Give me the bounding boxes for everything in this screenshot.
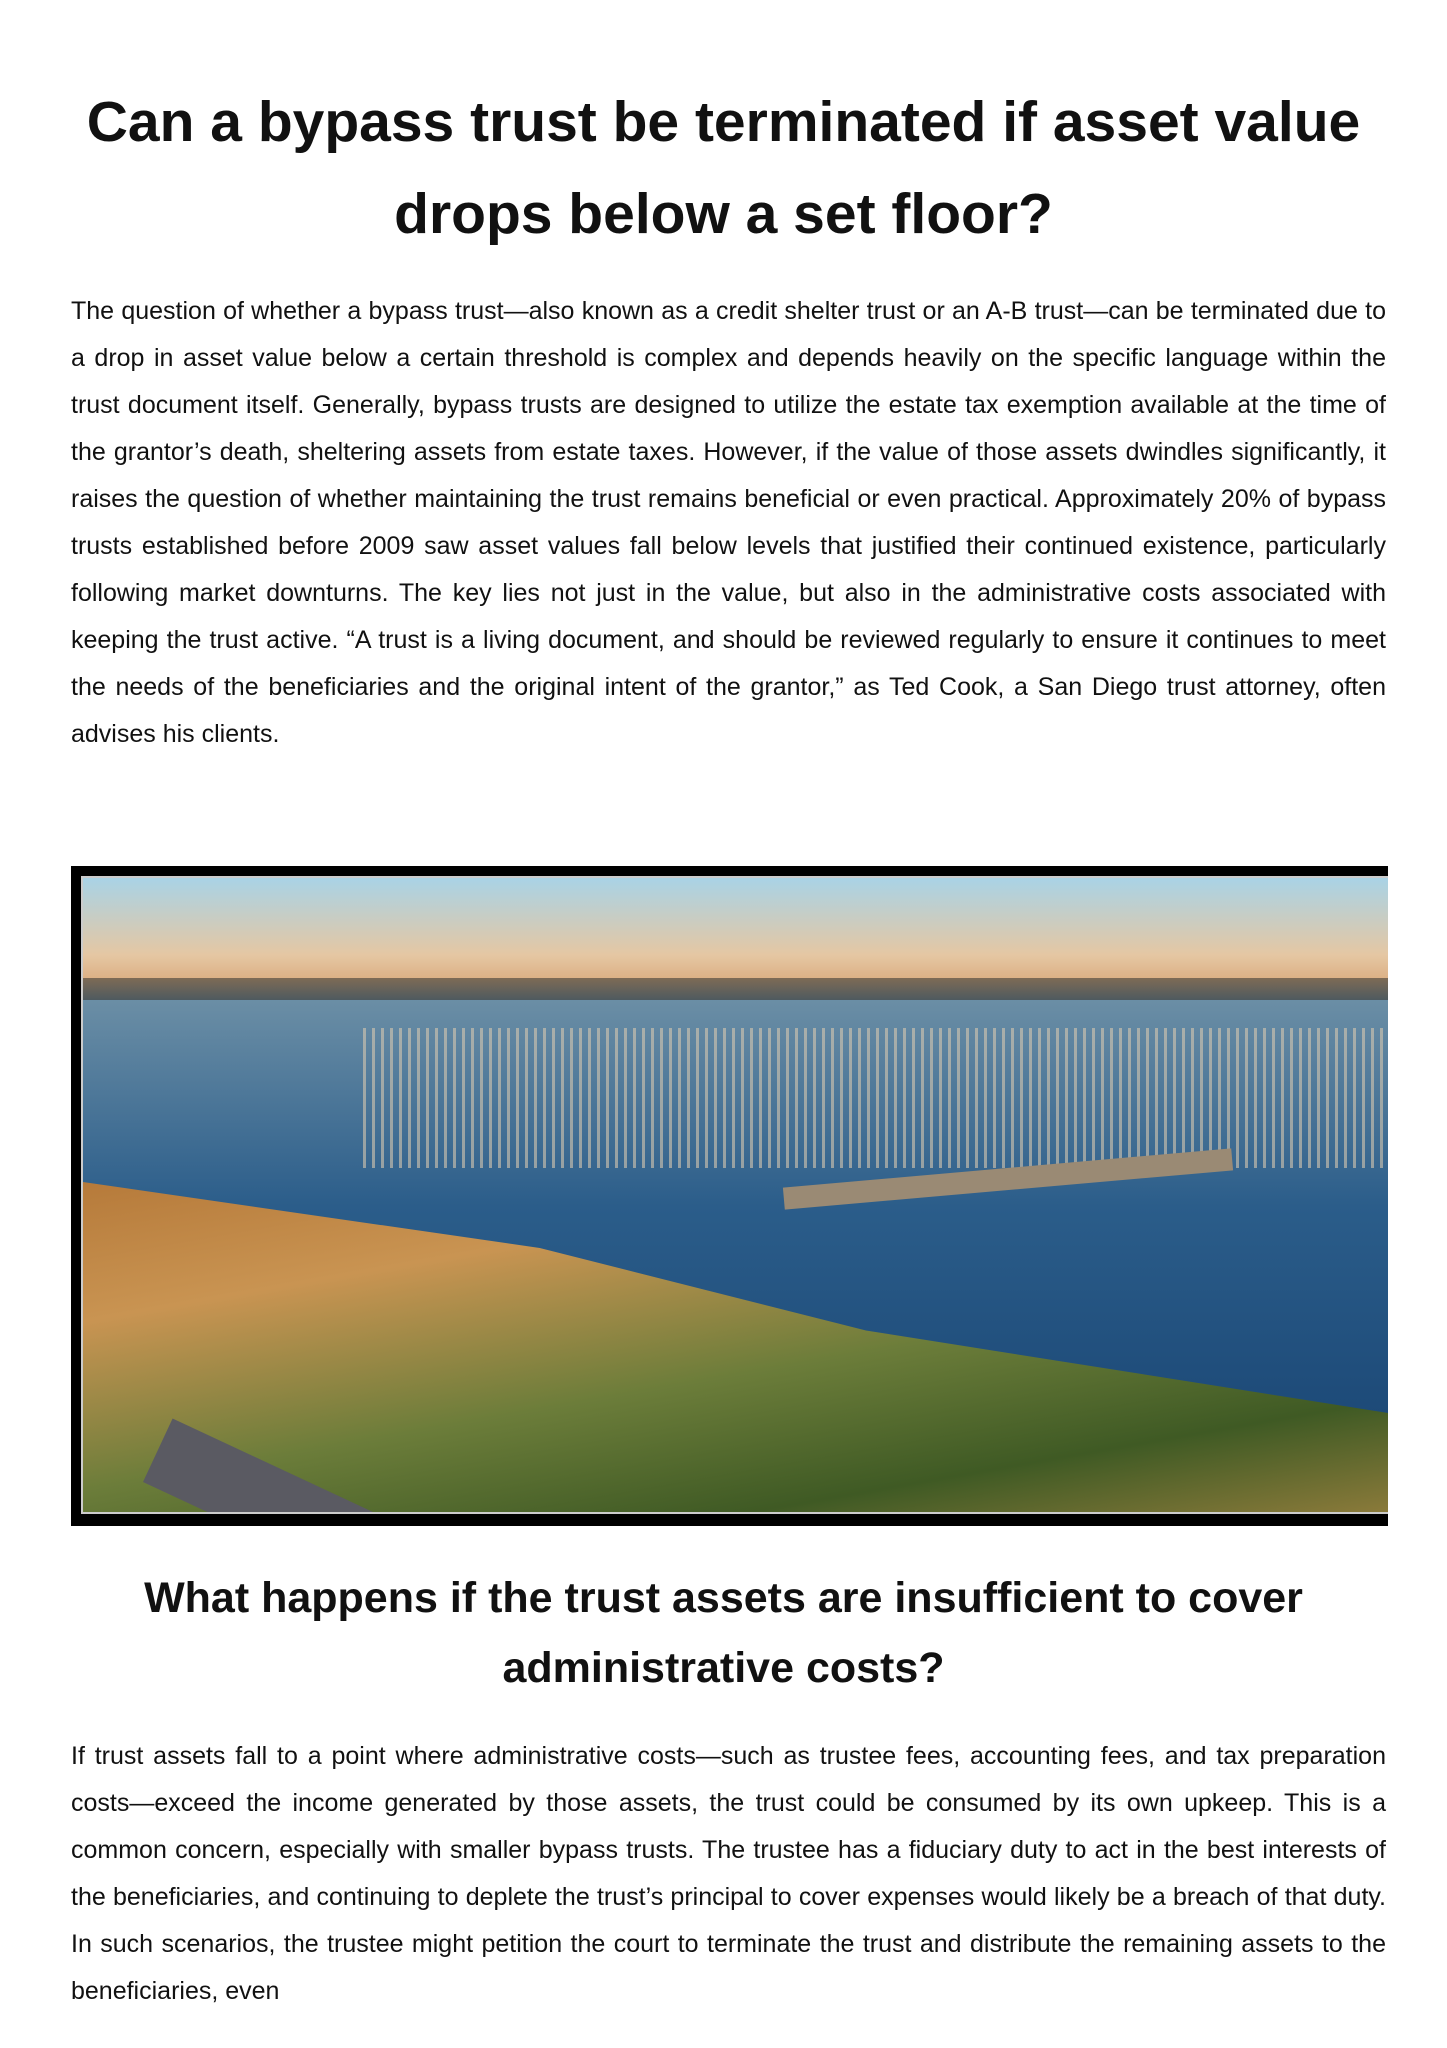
photo-horizon — [83, 978, 1388, 1000]
photo-frame — [81, 876, 1388, 1514]
section-heading: What happens if the trust assets are insufficient to cover administrative costs? — [144, 1574, 1303, 1692]
marina-photo — [71, 866, 1388, 1526]
article-title: Can a bypass trust be terminated if asset value drops below a set floor? — [86, 90, 1361, 246]
section-paragraph: If trust assets fall to a point where administrative costs—such as trustee fees, accounting fees, and tax preparation costs—exceed the income generated by those assets, the trust could be consumed by its own upkeep. This is a common concern, especially with smaller bypass trusts. The trustee has a fiduciary duty to act in the best interests of the beneficiaries, and continuing to deplete the trust’s principal to cover expenses would likely be a breach of that duty. In such scenarios, the trustee might petition the court to terminate the trust and distribute the remaining assets to the beneficiaries, even — [71, 1742, 1386, 2005]
intro-paragraph: The question of whether a bypass trust—also known as a credit shelter trust or an A-B trust—can be terminated due to a drop in asset value below a certain threshold is complex and depends heavily on the specific language within the trust document itself. Generally, bypass trusts are designed to utilize the estate tax exemption available at the time of the grantor’s death, sheltering assets from estate taxes. However, if the value of those assets dwindles significantly, it raises the question of whether maintaining the trust remains beneficial or even practical. Approximately 20% of bypass trusts established before 2009 saw asset values fall below levels that justified their continued existence, particularly following market downturns. The key lies not just in the value, but also in the administrative costs associated with keeping the trust active. “A trust is a living document, and should be reviewed regularly to ensure it continues to meet the needs of the beneficiaries and the original intent of the grantor,” as Ted Cook, a San Diego trust attorney, often advises his clients. — [71, 297, 1386, 748]
photo-marina-masts — [363, 1028, 1388, 1168]
photo-sky — [83, 878, 1388, 988]
